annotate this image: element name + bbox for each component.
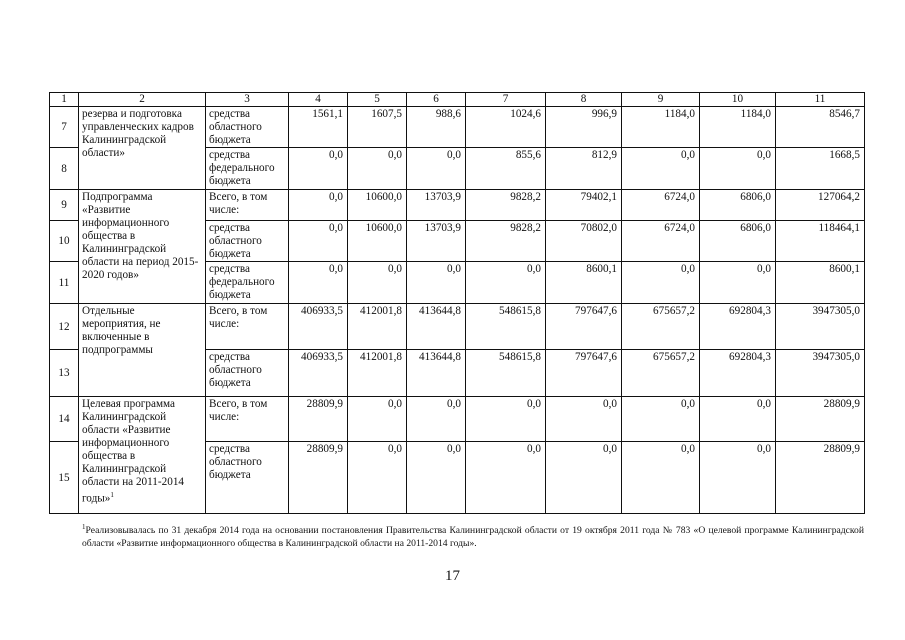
header-cell: 11: [776, 93, 865, 107]
year-value: 0,0: [348, 397, 407, 442]
row-number: 12: [50, 304, 79, 350]
year-value: 675657,2: [622, 350, 700, 397]
header-cell: 7: [466, 93, 546, 107]
year-value: 13703,9: [407, 221, 466, 262]
row-number: 9: [50, 190, 79, 221]
table-row: [50, 107, 865, 148]
year-value: 0,0: [546, 397, 622, 442]
footnote-reference: 1: [110, 491, 114, 499]
row-number: 8: [50, 148, 79, 190]
year-value: 0,0: [700, 397, 776, 442]
row-number: 11: [50, 262, 79, 304]
total-value: 8600,1: [776, 262, 865, 304]
total-value: 3947305,0: [776, 304, 865, 350]
program-name: Подпрограмма «Развитие информационного общества в Калининградской области на период 2015-2020 годов»: [82, 191, 199, 281]
year-value: 6806,0: [700, 221, 776, 262]
year-value: 0,0: [289, 190, 348, 221]
year-value: 1024,6: [466, 107, 546, 148]
year-value: 13703,9: [407, 190, 466, 221]
budget-table: [49, 92, 865, 514]
header-cell: 3: [206, 93, 289, 107]
footnote-text: Реализовывалась по 31 декабря 2014 года на основании постановления Правительства Калининградской области от 19 октября 2011 года № 783 «О целевой программе Калининградской области «Развитие информационного общества в Калининградской области на 2011-2014 годы».: [82, 525, 864, 550]
header-cell: 1: [50, 93, 79, 107]
funding-source: средства областного бюджета: [206, 221, 289, 262]
year-value: 0,0: [348, 262, 407, 304]
year-value: 0,0: [348, 148, 407, 190]
funding-source: средства областного бюджета: [206, 350, 289, 397]
year-value: 0,0: [700, 262, 776, 304]
year-value: 413644,8: [407, 304, 466, 350]
header-cell: 4: [289, 93, 348, 107]
year-value: 855,6: [466, 148, 546, 190]
year-value: 28809,9: [289, 397, 348, 442]
year-value: 0,0: [407, 397, 466, 442]
year-value: 28809,9: [289, 442, 348, 514]
year-value: 10600,0: [348, 190, 407, 221]
year-value: 0,0: [700, 148, 776, 190]
header-cell: 5: [348, 93, 407, 107]
year-value: 0,0: [466, 442, 546, 514]
header-cell: 2: [79, 93, 206, 107]
year-value: 1561,1: [289, 107, 348, 148]
row-number: 10: [50, 221, 79, 262]
year-value: 0,0: [407, 148, 466, 190]
header-row: [50, 93, 865, 107]
funding-source: средства областного бюджета: [206, 107, 289, 148]
year-value: 0,0: [289, 221, 348, 262]
year-value: 406933,5: [289, 350, 348, 397]
header-cell: 9: [622, 93, 700, 107]
table-row: [50, 304, 865, 350]
program-name-cell: [79, 107, 206, 190]
year-value: 988,6: [407, 107, 466, 148]
year-value: 70802,0: [546, 221, 622, 262]
funding-source: Всего, в том числе:: [206, 304, 289, 350]
funding-source: Всего, в том числе:: [206, 190, 289, 221]
table-row: [50, 397, 865, 442]
year-value: 797647,6: [546, 350, 622, 397]
program-name: Целевая программа Калининградской области «Развитие информационного общества в Калининградской области на 2011-2014 годы»: [82, 398, 185, 505]
year-value: 406933,5: [289, 304, 348, 350]
year-value: 1607,5: [348, 107, 407, 148]
row-number: 7: [50, 107, 79, 148]
year-value: 9828,2: [466, 221, 546, 262]
program-name: резерва и подготовка управленческих кадров Калининградской области»: [82, 108, 194, 159]
row-number: 14: [50, 397, 79, 442]
funding-source: Всего, в том числе:: [206, 397, 289, 442]
year-value: 0,0: [622, 442, 700, 514]
total-value: 28809,9: [776, 442, 865, 514]
total-value: 1668,5: [776, 148, 865, 190]
program-name-cell: [79, 304, 206, 397]
year-value: 0,0: [700, 442, 776, 514]
total-value: 28809,9: [776, 397, 865, 442]
table-row: [50, 190, 865, 221]
year-value: 0,0: [466, 397, 546, 442]
year-value: 10600,0: [348, 221, 407, 262]
year-value: 8600,1: [546, 262, 622, 304]
year-value: 9828,2: [466, 190, 546, 221]
row-number: 15: [50, 442, 79, 514]
year-value: 6806,0: [700, 190, 776, 221]
total-value: 8546,7: [776, 107, 865, 148]
year-value: 0,0: [622, 397, 700, 442]
header-cell: 10: [700, 93, 776, 107]
header-cell: 6: [407, 93, 466, 107]
year-value: 0,0: [407, 262, 466, 304]
year-value: 1184,0: [700, 107, 776, 148]
year-value: 548615,8: [466, 304, 546, 350]
year-value: 692804,3: [700, 304, 776, 350]
total-value: 3947305,0: [776, 350, 865, 397]
year-value: 996,9: [546, 107, 622, 148]
year-value: 0,0: [546, 442, 622, 514]
year-value: 6724,0: [622, 190, 700, 221]
year-value: 692804,3: [700, 350, 776, 397]
row-number: 13: [50, 350, 79, 397]
program-name-cell: [79, 397, 206, 514]
funding-source: средства федерального бюджета: [206, 262, 289, 304]
year-value: 675657,2: [622, 304, 700, 350]
year-value: 6724,0: [622, 221, 700, 262]
year-value: 0,0: [622, 148, 700, 190]
year-value: 797647,6: [546, 304, 622, 350]
year-value: 1184,0: [622, 107, 700, 148]
header-cell: 8: [546, 93, 622, 107]
year-value: 548615,8: [466, 350, 546, 397]
year-value: 0,0: [622, 262, 700, 304]
year-value: 0,0: [348, 442, 407, 514]
year-value: 413644,8: [407, 350, 466, 397]
year-value: 0,0: [289, 262, 348, 304]
program-name-cell: [79, 190, 206, 304]
year-value: 0,0: [466, 262, 546, 304]
footnote-mark: 1: [82, 523, 86, 531]
year-value: 812,9: [546, 148, 622, 190]
year-value: 412001,8: [348, 304, 407, 350]
year-value: 412001,8: [348, 350, 407, 397]
year-value: 0,0: [407, 442, 466, 514]
year-value: 79402,1: [546, 190, 622, 221]
footnote: [82, 521, 864, 550]
program-name: Отдельные мероприятия, не включенные в подпрограммы: [82, 305, 161, 356]
total-value: 127064,2: [776, 190, 865, 221]
page-number: 17: [445, 568, 460, 584]
funding-source: средства областного бюджета: [206, 442, 289, 514]
year-value: 0,0: [289, 148, 348, 190]
total-value: 118464,1: [776, 221, 865, 262]
funding-source: средства федерального бюджета: [206, 148, 289, 190]
